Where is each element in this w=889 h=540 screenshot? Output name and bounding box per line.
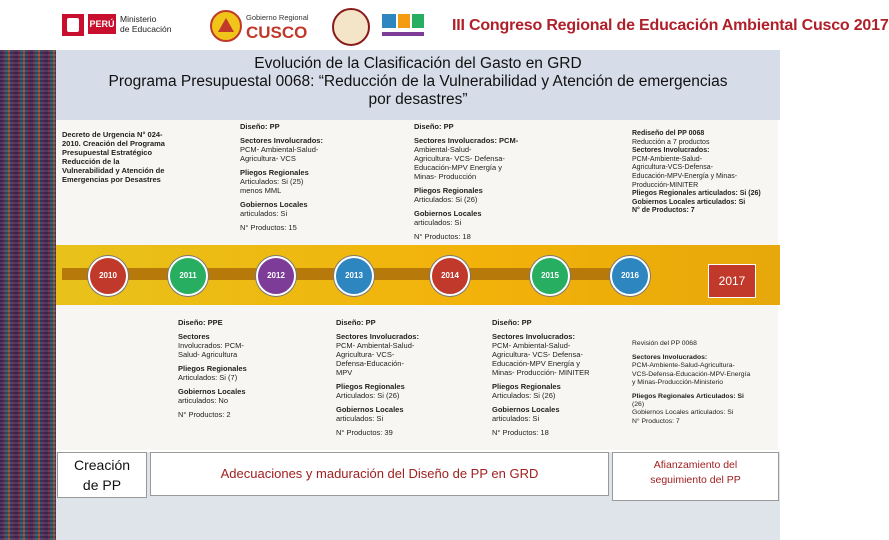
productos-label: N° Productos: 15 <box>240 223 297 232</box>
info-line: Gobiernos Locales articulados: Si <box>632 198 746 206</box>
sectores-line: Minas- Producción- MINITER <box>492 368 590 377</box>
creacion-label-box <box>57 452 147 498</box>
diseno-label: Diseño: PP <box>492 318 532 327</box>
info-line: Reducción a 7 productos <box>632 138 710 146</box>
sectores-title: Sectores Involucrados: <box>492 332 575 341</box>
diseno-label: Diseño: PP <box>414 122 454 131</box>
sectores-line: Salud- Agricultura <box>178 350 238 359</box>
creacion-line-1: Creación <box>73 457 131 473</box>
gob-title: Gobiernos Locales <box>414 209 482 218</box>
info-block-2012 <box>240 122 350 232</box>
gobierno-regional-cusco-logo <box>210 8 326 44</box>
timeline-node-2012: 2012 <box>256 256 296 296</box>
afianzamiento-line-1: Afianzamiento del <box>653 459 738 471</box>
gob-line: articulados: Si <box>240 209 288 218</box>
timeline-node-2013: 2013 <box>334 256 374 296</box>
gob-title: Gobiernos Locales <box>240 200 308 209</box>
sectores-line: Educación-MPV Energía y <box>414 163 502 172</box>
productos-label: N° Productos: 18 <box>492 428 549 437</box>
decreto-line: 2010. Creación del Programa <box>62 139 165 148</box>
info-block-2015 <box>492 318 620 437</box>
ministry-line-2: de Educación <box>120 24 172 34</box>
pliegos-line: Articulados: Si (7) <box>178 373 238 382</box>
info-line: Pliegos Regionales Articulados: Si <box>632 393 744 401</box>
decreto-line: Reducción de la <box>62 157 120 166</box>
title-line-2: Programa Presupuestal 0068: “Reducción de la Vulnerabilidad y Atención de emergencias <box>108 73 728 90</box>
pliegos-title: Pliegos Regionales <box>336 382 405 391</box>
regional-seal-icon <box>332 8 370 46</box>
info-line: (26) <box>632 401 645 409</box>
gob-line: articulados: Si <box>336 414 384 423</box>
ministry-line-1: Ministerio <box>120 14 157 24</box>
pliegos-line: Articulados: Si (26) <box>414 195 478 204</box>
info-line: PCM-Ambiente-Salud- <box>632 155 703 163</box>
info-line: Agricultura-VCS-Defensa- <box>632 164 713 172</box>
title-line-1: Evolución de la Clasificación del Gasto en GRD <box>254 55 582 72</box>
pliegos-title: Pliegos Regionales <box>414 186 483 195</box>
sectores-line: Defensa-Educación- <box>336 359 404 368</box>
info-line: Producción-MINITER <box>632 181 699 189</box>
info-line: Sectores Involucrados: <box>632 147 710 155</box>
timeline-node-2014: 2014 <box>430 256 470 296</box>
info-line: VCS-Defensa-Educación-MPV-Energía <box>632 370 751 378</box>
pliegos-line: Articulados: Si (26) <box>336 391 400 400</box>
pliegos-title: Pliegos Regionales <box>492 382 561 391</box>
adecuaciones-label-box: Adecuaciones y maduración del Diseño de PP en GRD <box>150 452 609 496</box>
gob-line: articulados: Si <box>414 218 462 227</box>
sectores-line: Agricultura- VCS- Defensa- <box>414 154 505 163</box>
title-band <box>56 50 780 120</box>
sectores-title: Sectores <box>178 332 210 341</box>
pliegos-line: menos MML <box>240 186 282 195</box>
timeline-node-2011: 2011 <box>168 256 208 296</box>
info-line: Pliegos Regionales articulados: Si (26) <box>632 190 761 198</box>
decreto-line: Decreto de Urgencia N° 024- <box>62 130 163 139</box>
sectores-line: PCM- Ambiental-Salud- <box>336 341 415 350</box>
diseno-label: Diseño: PP <box>336 318 376 327</box>
decreto-line: Vulnerabilidad y Atención de <box>62 166 165 175</box>
ministry-label <box>120 14 190 34</box>
sectores-title: Sectores Involucrados: <box>240 136 323 145</box>
sectores-line: Minas- Producción <box>414 172 477 181</box>
cusco-label: CUSCO <box>246 23 308 42</box>
decreto-line: Emergencias por Desastres <box>62 175 161 184</box>
info-line: Educación-MPV-Energía y Minas- <box>632 172 738 180</box>
gob-title: Gobiernos Locales <box>492 405 560 414</box>
pliegos-title: Pliegos Regionales <box>178 364 247 373</box>
info-block-2017 <box>632 340 778 426</box>
creacion-line-2: de PP <box>82 477 122 493</box>
sectores-line: MPV <box>336 368 353 377</box>
productos-label: N° Productos: 18 <box>414 232 471 241</box>
info-line: Sectores Involucrados: <box>632 354 708 362</box>
productos-label: N° Productos: 2 <box>178 410 231 419</box>
sectores-line: Agricultura- VCS <box>240 154 296 163</box>
info-block-2013 <box>336 318 456 437</box>
diseno-label: Diseño: PP <box>240 122 280 131</box>
info-line: N° Productos: 7 <box>632 417 680 425</box>
pliegos-line: Articulados: Si (26) <box>492 391 556 400</box>
congress-title-text: Congreso Regional de Educación Ambiental Cusco 2017 <box>469 17 889 34</box>
sectores-line: Agricultura- VCS- Defensa- <box>492 350 583 359</box>
info-line: y Minas-Producción-Ministerio <box>632 378 724 386</box>
sectores-line: Involucrados: PCM- <box>178 341 244 350</box>
gob-line: articulados: No <box>178 396 229 405</box>
peru-label: PERÚ <box>88 14 116 34</box>
sectores-line: PCM- Ambiental-Salud- <box>240 145 319 154</box>
sectores-title: Sectores Involucrados: <box>336 332 419 341</box>
productos-label: N° Productos: 39 <box>336 428 393 437</box>
year-2017-box: 2017 <box>708 264 756 298</box>
info-line: PCM-Ambiente-Salud-Agricultura- <box>632 362 735 370</box>
sectores-title: Sectores Involucrados: PCM- <box>414 136 519 145</box>
sectores-line: PCM- Ambiental-Salud- <box>492 341 571 350</box>
congress-roman-numeral: III <box>452 17 465 34</box>
sectores-line: Ambiental-Salud- <box>414 145 472 154</box>
gobierno-label: Gobierno Regional <box>246 13 309 22</box>
info-block-2011 <box>178 318 288 419</box>
afianzamiento-label-box <box>612 452 779 501</box>
gob-title: Gobiernos Locales <box>178 387 246 396</box>
info-line: Gobiernos Locales articulados: Si <box>632 409 734 417</box>
diseno-label: Diseño: PPE <box>178 318 223 327</box>
info-line: Revisión del PP 0068 <box>632 340 697 347</box>
info-line: Rediseño del PP 0068 <box>632 130 705 137</box>
sectores-line: Educación-MPV Energía y <box>492 359 580 368</box>
title-line-3: por desastres” <box>368 91 468 108</box>
gob-line: articulados: Si <box>492 414 540 423</box>
decreto-line: Presupuestal Estratégico <box>62 148 153 157</box>
pliegos-line: Articulados: Si (25) <box>240 177 304 186</box>
peru-shield-icon <box>67 18 79 32</box>
sectores-line: Agricultura- VCS- <box>336 350 395 359</box>
decreto-text <box>62 130 190 184</box>
congress-title <box>452 17 889 35</box>
info-block-2016 <box>632 130 778 216</box>
timeline-node-2010: 2010 <box>88 256 128 296</box>
info-line: N° de Productos: 7 <box>632 207 695 215</box>
afianzamiento-line-2: seguimiento del PP <box>650 474 741 486</box>
pliegos-title: Pliegos Regionales <box>240 168 309 177</box>
info-block-2014 <box>414 122 534 241</box>
decorative-textile-border <box>0 50 56 540</box>
timeline-node-2015: 2015 <box>530 256 570 296</box>
gob-title: Gobiernos Locales <box>336 405 404 414</box>
timeline-node-2016: 2016 <box>610 256 650 296</box>
ugel-logo <box>378 10 428 42</box>
